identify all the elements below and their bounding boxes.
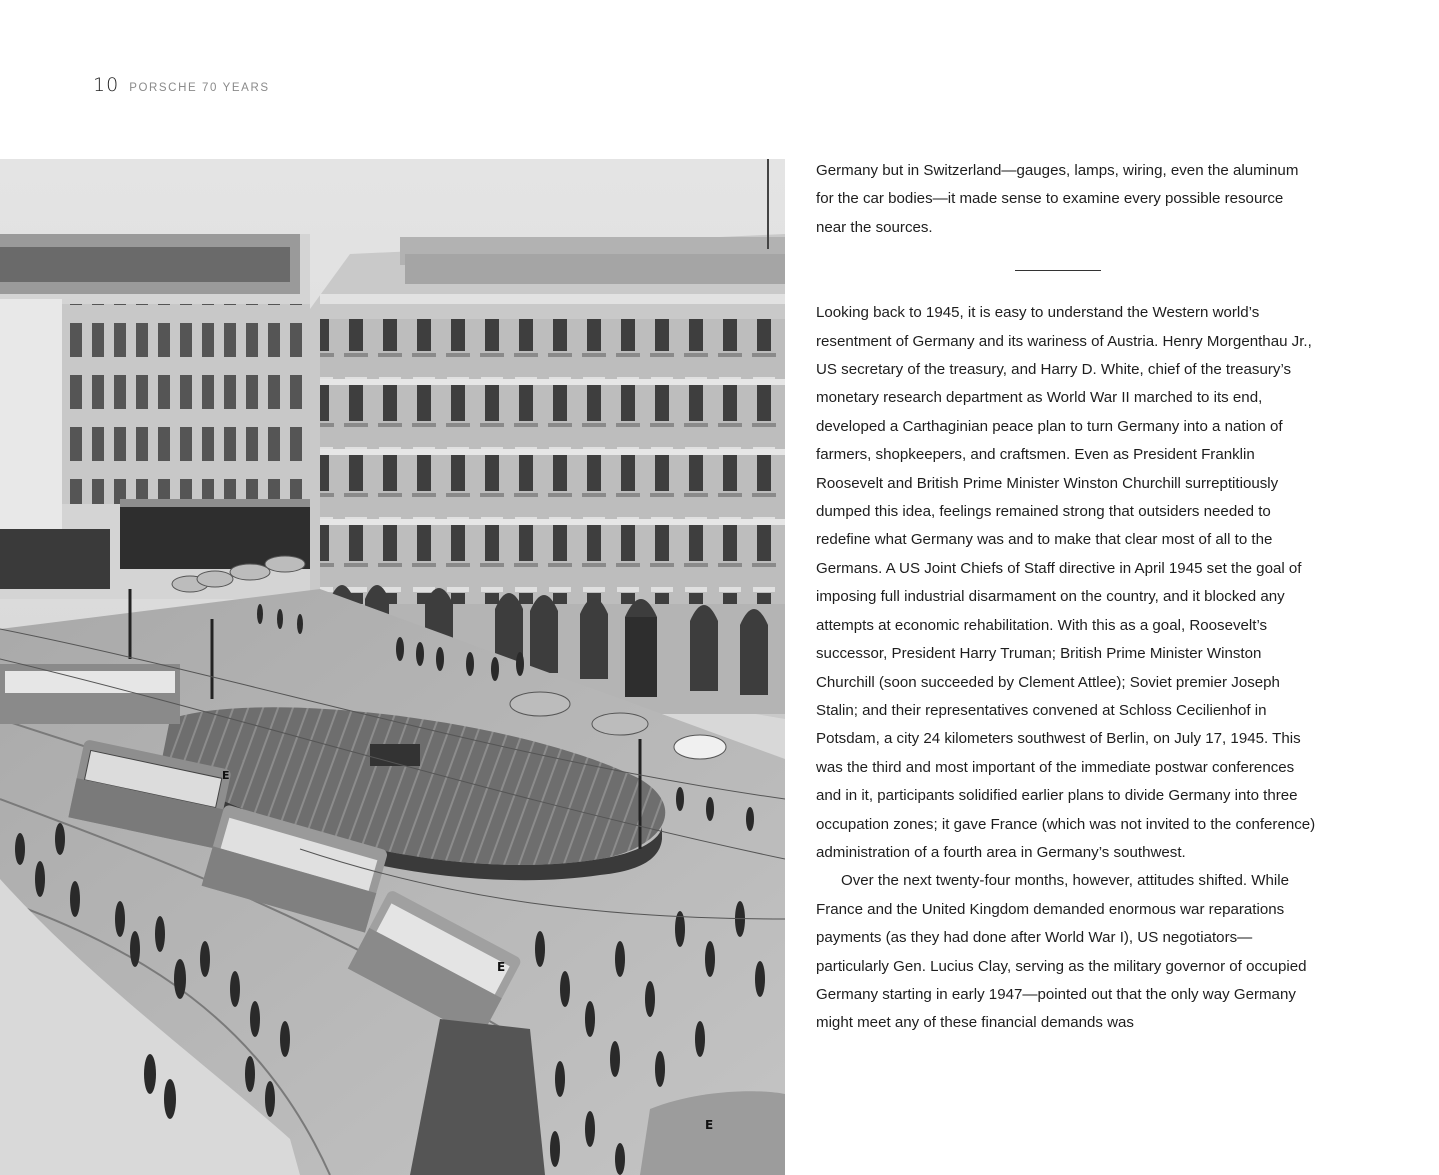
section-divider xyxy=(1015,270,1101,271)
tram-route-label: E xyxy=(222,769,230,782)
zurich-paradeplatz-photo xyxy=(0,159,785,1175)
page-number: 10 xyxy=(93,74,120,96)
paragraph: Looking back to 1945, it is easy to understand the Western world’s resentment of Germany and its wariness of Austria. Henry Morgenthau Jr., US secretary of the treasury, and Harry D. White, chief of the treasury’s monetary research department as World War II marched to its end, developed a Carthaginian peace plan to turn Germany into a nation of farmers, shopkeepers, and craftsmen. Even as President Franklin Roosevelt and British Prime Minister Winston Churchill surreptitiously dumped this idea, feelings remained strong that outsiders needed to redefine what Germany was and to make that clear most of all to the Germans. A US Joint Chiefs of Staff directive in April 1945 set the goal of imposing full industrial disarmament on the country, and it blocked any attempts at economic rehabilitation. With this as a goal, Roosevelt’s successor, President Harry Truman; British Prime Minister Winston Churchill (soon succeeded by Clement Attlee); Soviet premier Joseph Stalin; and their representatives convened at Schloss Cecilienhof in Potsdam, a city 24 kilometers southwest of Berlin, on July 17, 1945. This was the third and most important of the immediate postwar conferences and in it, participants solidified earlier plans to divide Germany into three occupation zones; it gave France (which was not invited to the conference) administration of a fourth area in Germany’s southwest. xyxy=(816,304,1316,861)
tram-route-label: E xyxy=(705,1118,714,1132)
photo-illustration xyxy=(0,159,785,1175)
paragraph: Over the next twenty-four months, however, attitudes shifted. While France and the United Kingdom demanded enormous war reparations payments (as they had done after World War I), US negotiators—particularly Gen. Lucius Clay, serving as the military governor of occupied Germany starting in early 1947—pointed out that the only way Germany might meet any of these financial demands was xyxy=(816,872,1307,1032)
running-header xyxy=(93,74,270,96)
paragraph-continued: Germany but in Switzerland—gauges, lamps, wiring, even the aluminum for the car bodies—it made sense to examine every possible resource near the sources. xyxy=(816,162,1299,236)
body-text-column xyxy=(816,157,1316,1038)
book-title: PORSCHE 70 YEARS xyxy=(129,82,270,94)
modern-building xyxy=(0,234,310,599)
tram-route-label: E xyxy=(497,960,506,974)
